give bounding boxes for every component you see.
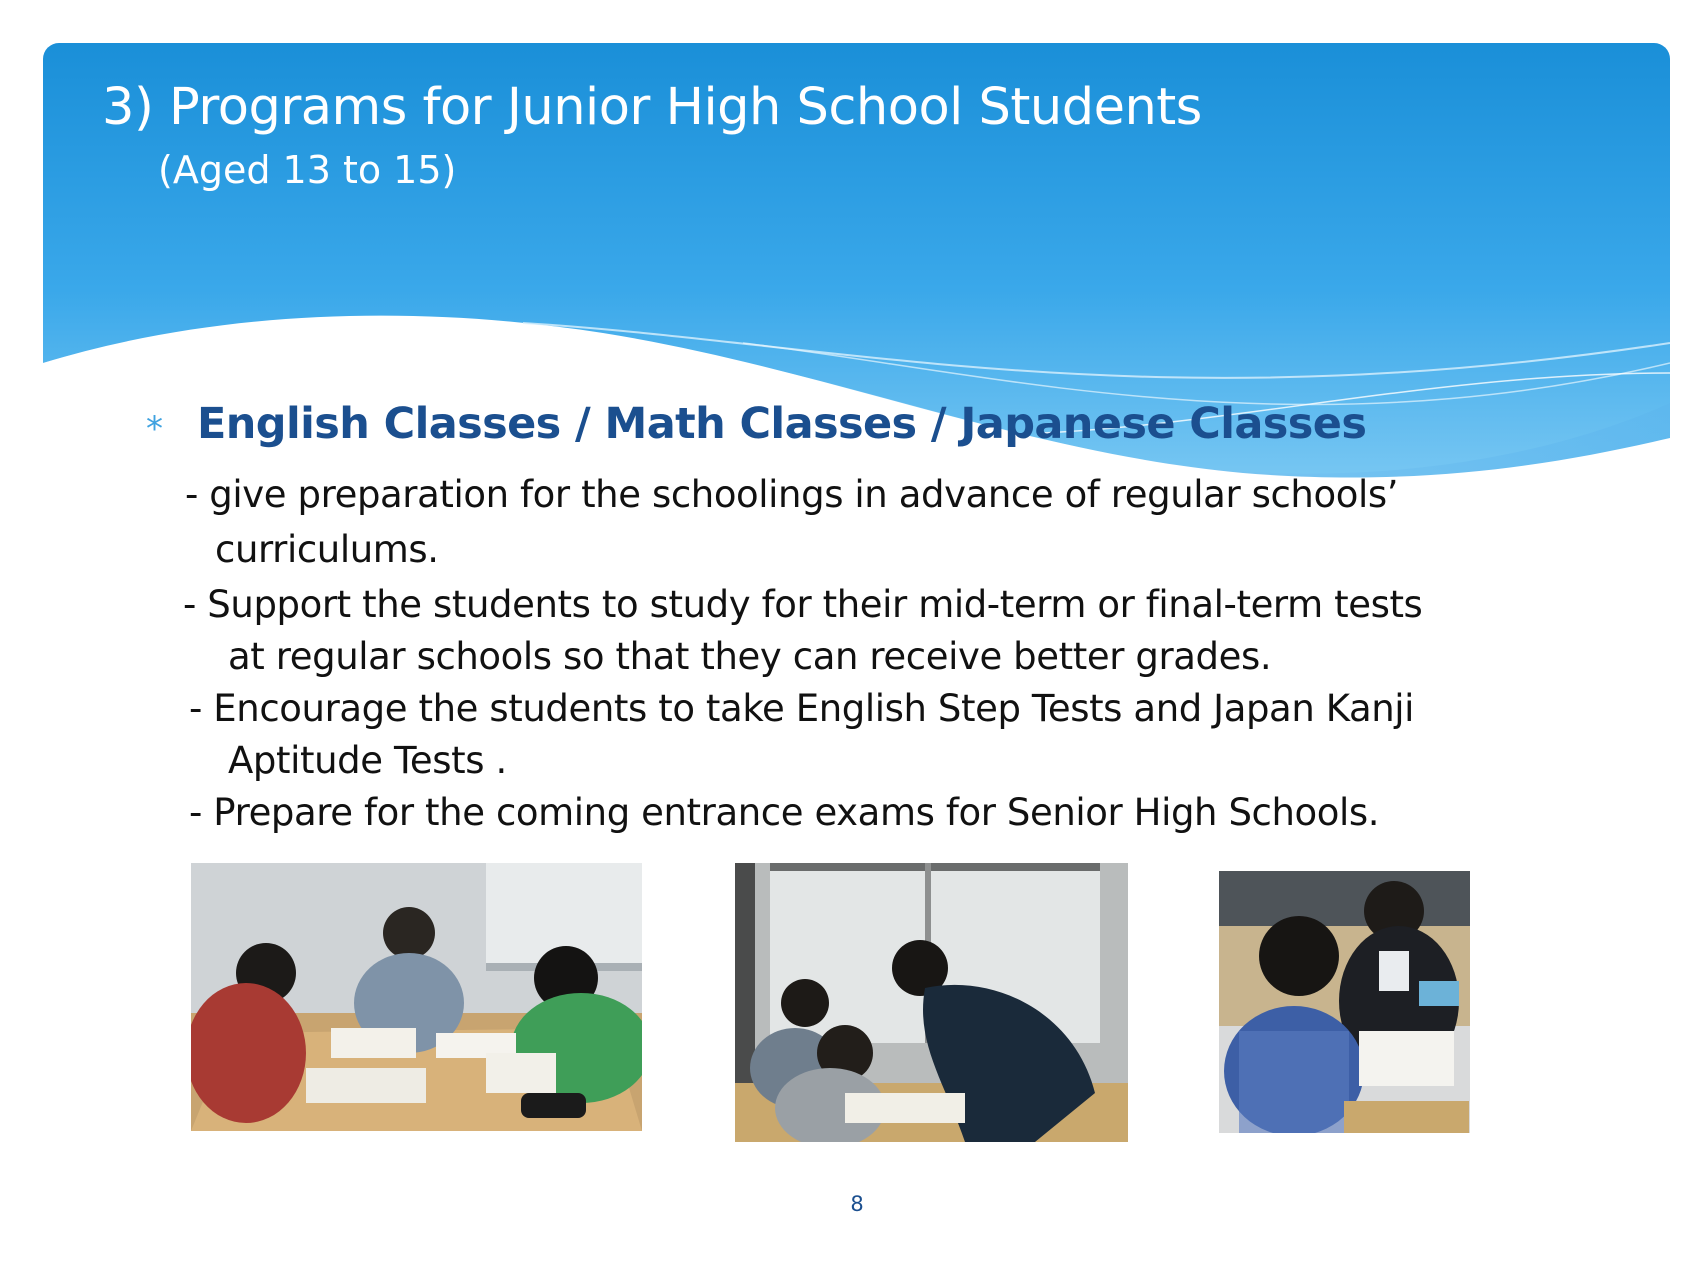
asterisk-bullet-icon: * <box>146 409 163 449</box>
classroom-photo-2 <box>735 863 1128 1142</box>
page-number: 8 <box>850 1192 864 1216</box>
body-line: - Prepare for the coming entrance exams for Senior High Schools. <box>189 791 1380 834</box>
body-line: - give preparation for the schoolings in advance of regular schools’ <box>185 473 1399 516</box>
body-line: - Encourage the students to take English Step Tests and Japan Kanji <box>189 687 1415 730</box>
body-line: curriculums. <box>215 528 439 571</box>
slide-title: 3) Programs for Junior High School Students <box>102 78 1202 137</box>
classroom-photo-1 <box>191 863 642 1131</box>
body-line: Aptitude Tests . <box>228 739 507 782</box>
slide-subtitle: (Aged 13 to 15) <box>158 148 457 192</box>
classroom-photo-3 <box>1219 871 1470 1133</box>
section-heading: English Classes / Math Classes / Japanese Classes <box>197 399 1367 449</box>
body-line: at regular schools so that they can receive better grades. <box>228 635 1272 678</box>
body-line: - Support the students to study for their mid-term or final-term tests <box>183 583 1423 626</box>
